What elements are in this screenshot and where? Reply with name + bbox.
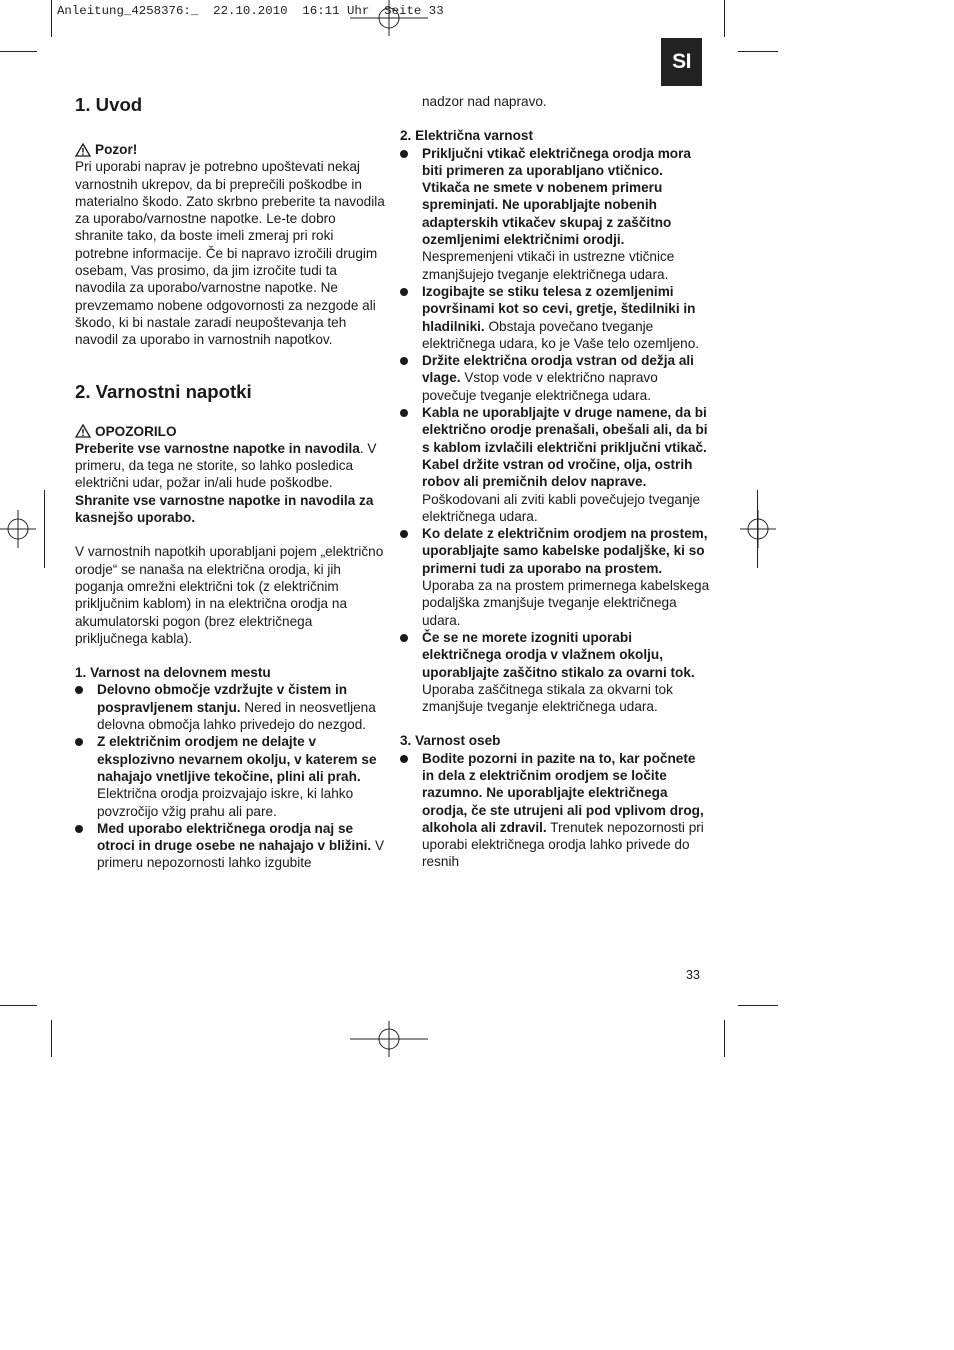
bullet-icon [400,634,408,642]
crop-mark [724,0,725,37]
warning-label: OPOZORILO [95,423,177,439]
bullet-icon [400,409,408,417]
item-bold: Z električnim orodjem ne delajte v eksplozivno nevarnem okolju, v katerem se nahajajo vnetljive tekočine, plini ali prah. [97,734,377,784]
crop-mark [51,1020,52,1057]
item-text: Nered in neosvetljena delovna območja lahko privedejo do nezgod. [97,699,376,733]
item-bold: Držite električna orodja vstran od dežja ali vlage. [422,353,694,386]
list-item [75,820,385,872]
crop-mark [738,51,778,52]
bullet-icon [400,530,408,538]
registration-mark-top [350,0,428,36]
warning-bold-1: Preberite vse varnostne napotke in navodila [75,440,360,456]
caution-heading [75,141,385,158]
item-bold: Ko delate z električnim orodjem na prostem, uporabljajte samo kabelske podaljške, ki so primerni tudi za uporabo na prostem. [422,526,708,576]
list-item [75,733,385,819]
list-item [400,283,710,352]
caution-text: Pri uporabi naprav je potrebno upoštevati nekaj varnostnih ukrepov, da bi preprečili poškodbe in materialno škodo. Zato skrbno preberite ta navodila za uporabo/varnostne napotke. Le-te dobro shranite tako, da boste imeli zmeraj pri roki potrebne informacije. Če bi napravo izročili drugim osebam, Vas prosimo, da jim izročite tudi ta navodila za uporabo/varnostne napotke. Ne prevzemamo nobene odgovornosti za nezgode ali škodo, ki bi nastale zaradi neupoštevanja teh navodil za uporabo in varnostnih napotkov. [75,159,385,348]
left-column [75,94,385,872]
item-text: Nespremenjeni vtikači in ustrezne vtičnice zmanjšujejo tveganje električnega udara. [422,249,675,282]
item-text: Električna orodja proizvajajo iskre, ki lahko povzročijo vžig prahu ali pare. [97,786,354,819]
subheading-workplace-safety: 1. Varnost na delovnem mestu [75,665,271,681]
section-title-varnostni-napotki: 2. Varnostni napotki [75,380,252,402]
item-bold: Izogibajte se stiku telesa z ozemljenimi površinami kot so cevi, gretje, štedilniki in hladilniki. [422,283,696,334]
workplace-safety-list [75,681,385,871]
registration-mark-left [0,510,36,548]
bullet-icon [400,755,408,763]
item-text: Poškodovani ali zviti kabli povečujejo tveganje električnega udara. [422,491,701,524]
crop-mark [724,1020,725,1057]
crop-mark [51,0,52,37]
bullet-icon [400,357,408,365]
item-bold: Če se ne morete izogniti uporabi električnega orodja v vlažnem okolju, uporabljajte zaščitno stikalo za ovarni tok. [422,629,695,680]
list-item [400,525,710,629]
subheading-electrical-safety: 2. Električna varnost [400,128,533,144]
warning-text [75,440,385,526]
bullet-icon [75,686,83,694]
print-slug: Anleitung_4258376:_ 22.10.2010 16:11 Uhr Seite 33 [57,4,444,18]
bullet-icon [75,738,83,746]
warning-heading [75,423,385,440]
item-bold: Delovno območje vzdržujte v čistem in pospravljenem stanju. [97,682,348,715]
warning-triangle-icon [75,424,91,438]
item-text: Vstop vode v električno napravo povečuje tveganje električnega udara. [422,370,658,403]
warning-text-1: . V primeru, da tega ne storite, so lahko posledica električni udar, požar in/ali hude poškodbe. [75,440,377,491]
crop-mark [44,490,45,568]
subheading-personal-safety: 3. Varnost oseb [400,733,501,749]
bullet-icon [75,825,83,833]
warning-bold-2: Shranite vse varnostne napotke in navodila za kasnejšo uporabo. [75,492,374,526]
list-item [400,629,710,715]
caution-label: Pozor! [95,142,138,157]
registration-mark-bottom [350,1021,428,1057]
registration-mark-right [740,510,776,548]
page-number: 33 [686,968,700,982]
list-item [400,750,710,871]
bullet-icon [400,288,408,296]
item-bold: Priključni vtikač električnega orodja mora biti primeren za uporabljano vtičnico. Vtikača ne smete v nobenem primeru spreminjati. Ne uporabljajte nobenih adapterskih vtikačev skupaj z zaščitno ozemljenimi električnimi orodji. [422,145,691,248]
item-text: Trenutek nepozornosti pri uporabi električnega orodja lahko privede do resnih [422,819,704,870]
item-bold: Kabla ne uporabljajte v druge namene, da bi električno orodje prenašali, obešali ali, da bi s kablom izvlačili električni priključni vtikač. Kabel držite vstran od vročine, olja, ostrih robov ali premičnih delov naprave. [422,405,708,490]
section-title-uvod: 1. Uvod [75,94,143,115]
crop-mark [0,1005,37,1006]
warning-triangle-icon [75,143,91,157]
item-text: V primeru nepozornosti lahko izgubite [97,838,385,871]
crop-mark [738,1005,778,1006]
item-bold: Bodite pozorni in pazite na to, kar počnete in dela z električnim orodjem se ločite razumno. Ne uporabljajte električnega orodja, če ste utrujeni ali pod vplivom drog, alkohola ali zdravil. [422,750,704,835]
list-item [400,352,710,404]
item-text: Obstaja povečano tveganje električnega udara, ko je Vaše telo ozemljeno. [422,318,700,351]
list-item [400,404,710,525]
list-item [400,145,710,283]
list-item [75,681,385,733]
item-bold: Med uporabo električnega orodja naj se otroci in druge osebe ne nahajajo v bližini. [97,820,372,854]
item-text: Uporaba zaščitnega stikala za okvarni tok zmanjšuje tveganje električnega udara. [422,681,673,715]
item-text: Uporaba za na prostem primernega kabelskega podaljška zmanjšuje tveganje električnega udara. [422,578,710,628]
crop-mark [0,51,37,52]
bullet-icon [400,150,408,158]
personal-safety-list [400,750,710,871]
language-tab: SI [661,38,702,86]
continued-text: nadzor nad napravo. [422,94,547,109]
right-column [400,93,710,871]
intro-paragraph: V varnostnih napotkih uporabljani pojem „električno orodje“ se nanaša na električna orodja, ki jih poganja omrežni električni tok (z električnim priključnim kablom) in na električna orodja na akumulatorski pogon (brez električnega priključnega kabla). [75,544,384,646]
electrical-safety-list [400,145,710,716]
